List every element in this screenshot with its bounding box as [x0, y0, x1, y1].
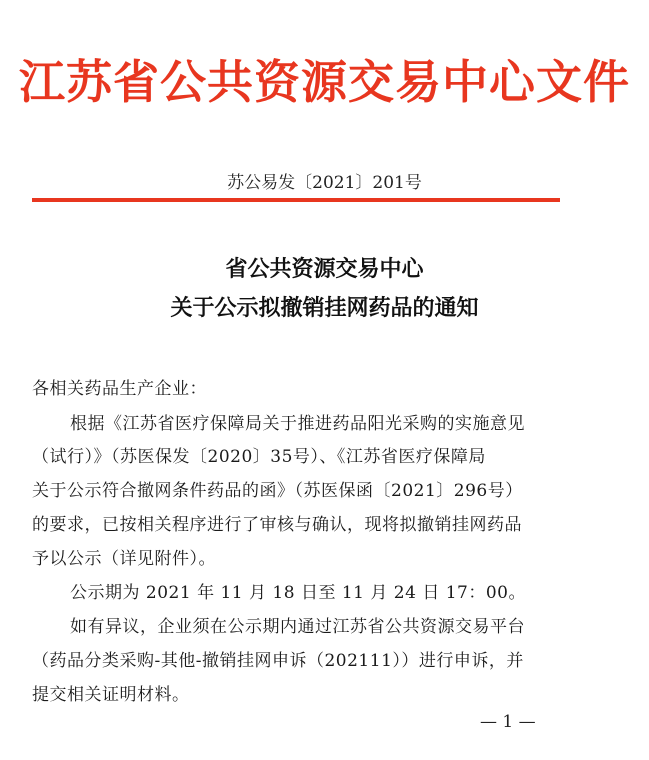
body-line: 予以公示（详见附件）。: [32, 549, 216, 569]
body-line: 根据《江苏省医疗保障局关于推进药品阳光采购的实施意见: [70, 414, 525, 434]
salutation: 各相关药品生产企业：: [32, 379, 207, 399]
notice-title-line2: 关于公示拟撤销挂网药品的通知: [170, 296, 479, 321]
body-line: 的要求，已按相关程序进行了审核与确认，现将拟撤销挂网药品: [32, 515, 522, 535]
notice-title-line1: 省公共资源交易中心: [225, 257, 424, 282]
body-line: 提交相关证明材料。: [32, 685, 190, 705]
red-divider: [32, 198, 560, 202]
body-line: （药品分类采购-其他-撤销挂网申诉（202111））进行申诉，并: [32, 651, 524, 671]
document-number: 苏公易发〔2021〕201号: [227, 173, 422, 193]
issuer-title: 江苏省公共资源交易中心文件: [19, 55, 630, 109]
body-line: （试行）》（苏医保发〔2020〕35号）、《江苏省医疗保障局: [32, 447, 486, 467]
body-line: 公示期为 2021 年 11 月 18 日至 11 月 24 日 17：00。: [70, 583, 526, 603]
body-line: 关于公示符合撤网条件药品的函》（苏医保函〔2021〕296号）: [32, 481, 523, 501]
body-line: 如有异议，企业须在公示期内通过江苏省公共资源交易平台: [70, 617, 525, 637]
page-number: — 1 —: [480, 712, 536, 732]
